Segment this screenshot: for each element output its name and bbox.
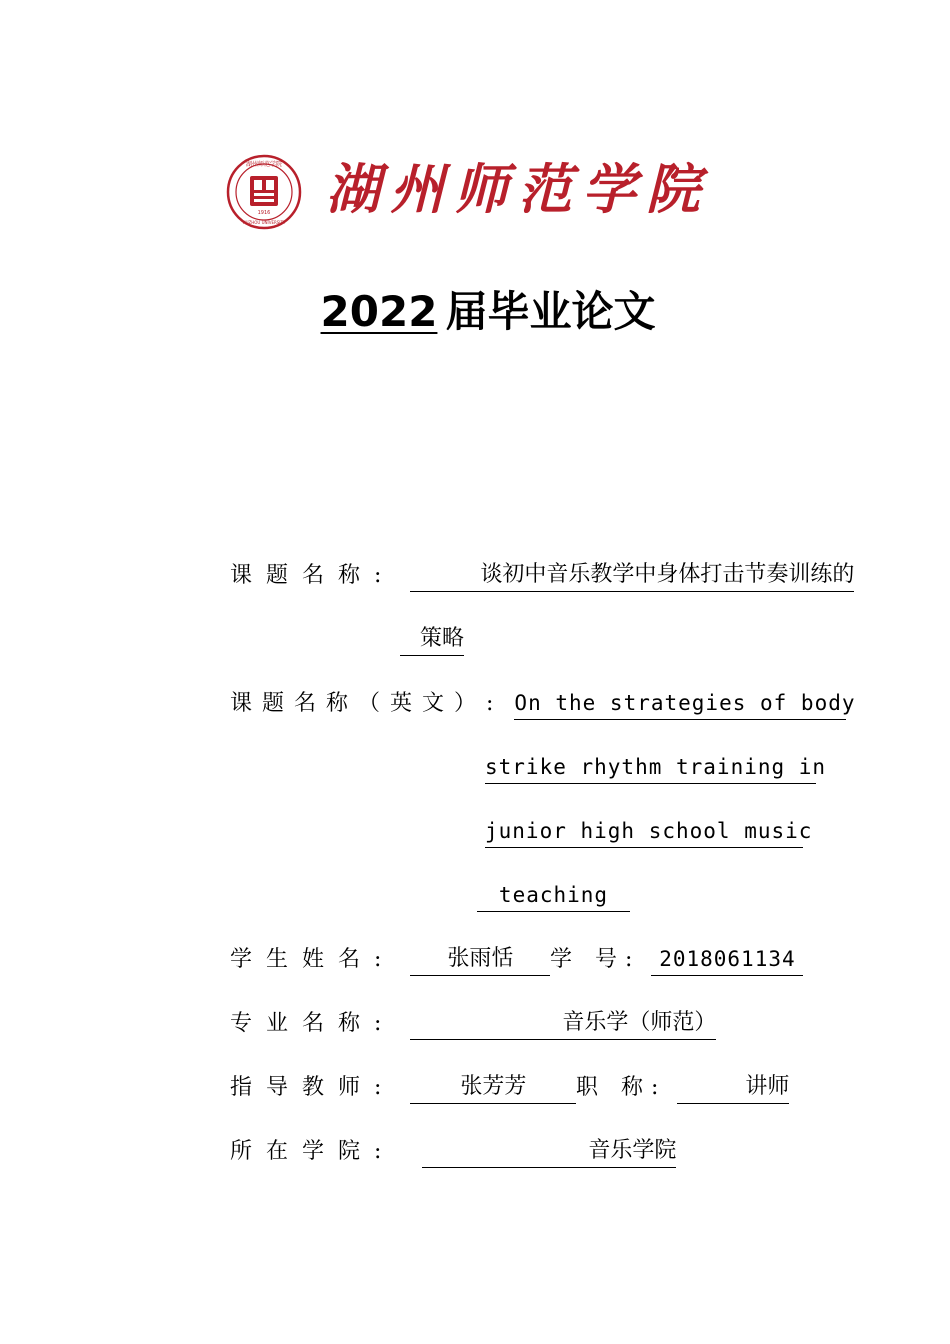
topic-line-1: 谈初中音乐教学中身体打击节奏训练的 [410,560,854,592]
svg-text:1916: 1916 [257,210,271,216]
svg-text:湖州师范学院: 湖州师范学院 [245,161,283,168]
major-value: 音乐学（师范） [410,1008,716,1040]
topic-en-row-4 [477,876,630,916]
title-year: 2022 [320,287,438,336]
major-row [230,1004,716,1044]
topic-en-line-4: teaching [477,880,630,912]
svg-text:HUZHOU UNIVERSITY: HUZHOU UNIVERSITY [242,220,286,225]
topic-line-2: 策略 [400,624,464,656]
topic-en-line-2: strike rhythm training in [485,752,816,784]
university-wordmark: 湖州师范学院 [326,157,710,221]
student-label: 学生姓名: [230,947,396,972]
university-seal-icon [226,154,302,230]
student-id-group [550,940,803,980]
advisor-row [230,1068,576,1108]
university-logo [226,150,716,230]
college-row [230,1132,676,1172]
college-label: 所在学院: [230,1139,396,1164]
topic-en-line-1: On the strategies of body [514,688,846,720]
topic-row [230,556,854,596]
rank-label: 职 称: [576,1075,667,1100]
topic-en-line-3: junior high school music [485,816,803,848]
title-suffix: 届毕业论文 [445,287,656,336]
rank-group [576,1068,789,1108]
rank-value: 讲师 [677,1072,789,1104]
major-label: 专业名称: [230,1011,396,1036]
topic-en-row [230,684,856,724]
student-id: 2018061134 [651,944,803,976]
topic-en-label: 课题名称（英文）: [230,691,504,716]
advisor-name: 张芳芳 [410,1072,576,1104]
topic-en-row-2 [485,748,827,788]
topic-en-row-3 [485,812,813,852]
advisor-label: 指导教师: [230,1075,396,1100]
topic-row-2 [400,620,464,660]
student-id-label: 学 号: [550,947,641,972]
page-title [0,282,950,342]
student-row [230,940,550,980]
college-value: 音乐学院 [422,1136,676,1168]
topic-label: 课题名称: [230,563,396,588]
student-name: 张雨恬 [410,944,550,976]
